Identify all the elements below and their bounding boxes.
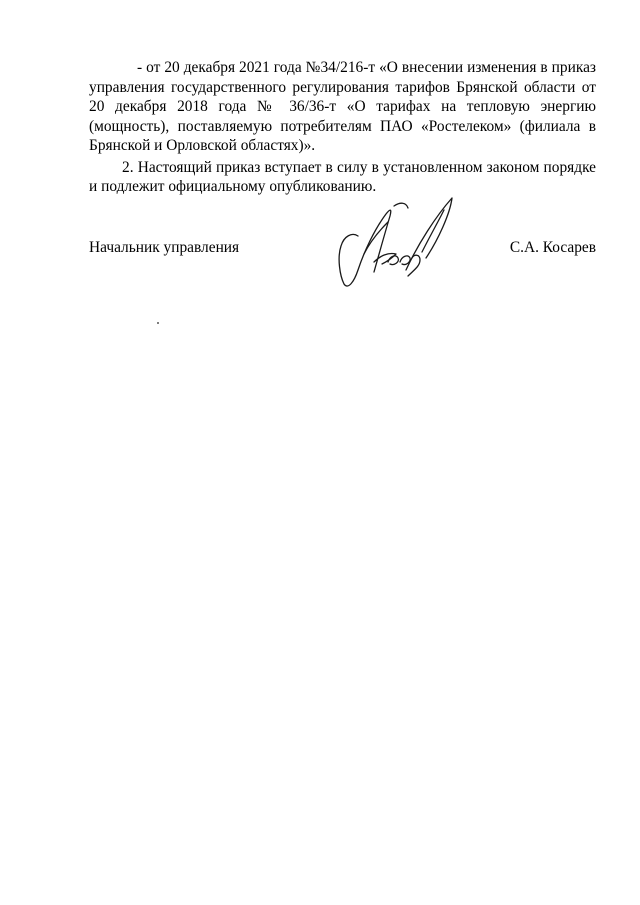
handwritten-signature	[334, 192, 469, 292]
effective-date-paragraph: 2. Настоящий приказ вступает в силу в установленном законом порядке и подлежит официальному опубликованию.	[89, 158, 596, 195]
stray-dot	[157, 322, 159, 324]
document-body	[89, 58, 596, 197]
signatory-name: С.А. Косарев	[509, 239, 596, 256]
signatory-title: Начальник управления	[89, 239, 240, 256]
amendment-paragraph: - от 20 декабря 2021 года №34/216-т «О внесении изменения в приказ управления государственного регулирования тарифов Брянской области от 20 декабря 2018 года № 36/36-т «О тарифах на тепловую энергию (мощность), поставляемую потребителям ПАО «Ростелеком» (филиала в Брянской и Орловской областях)».	[89, 59, 596, 154]
